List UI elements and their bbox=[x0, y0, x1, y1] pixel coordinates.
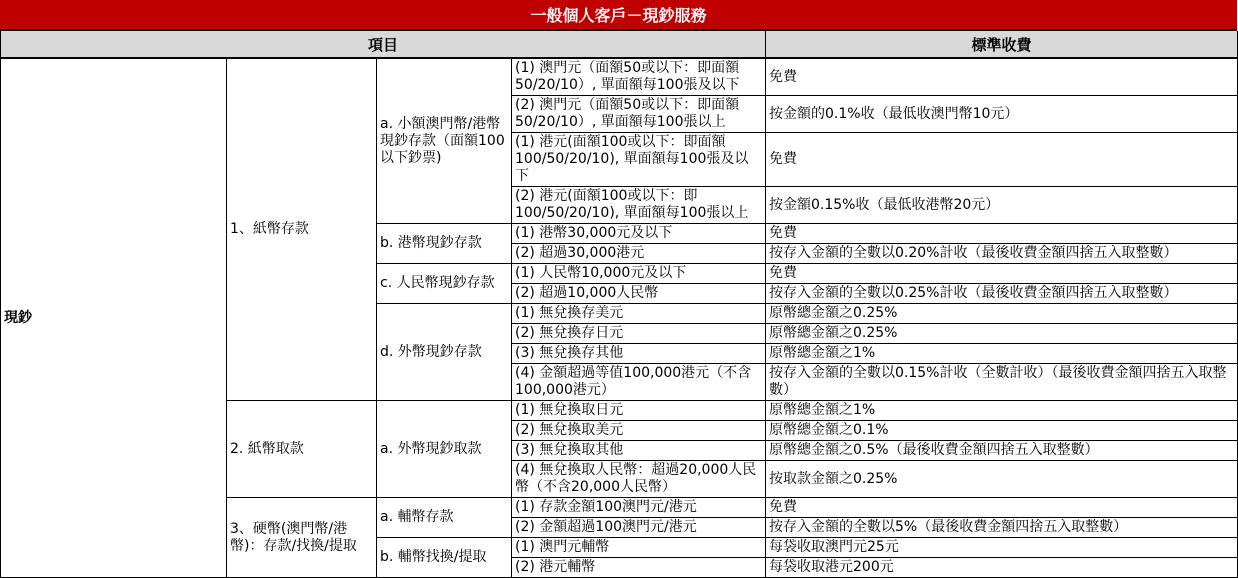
page-title: 一般個人客戶－現鈔服務 bbox=[0, 0, 1237, 31]
fee-table bbox=[0, 31, 1238, 578]
fee-value: 原幣總金額之0.25% bbox=[766, 304, 1238, 324]
subsection-label: c. 人民幣現鈔存款 bbox=[377, 264, 512, 304]
fee-column-header: 標準收費 bbox=[766, 31, 1238, 58]
item-description: (1) 港元(面額100或以下：即面額100/50/20/10), 單面額每100張及以下 bbox=[512, 133, 766, 187]
row-group-label: 現鈔 bbox=[1, 58, 227, 578]
item-description: (2) 超過30,000港元 bbox=[512, 244, 766, 264]
item-description: (2) 無兌換存日元 bbox=[512, 324, 766, 344]
subsection-label: d. 外幣現鈔存款 bbox=[377, 304, 512, 401]
item-description: (1) 人民幣10,000元及以下 bbox=[512, 264, 766, 284]
fee-value: 每袋收取澳門元25元 bbox=[766, 538, 1238, 558]
subsection-label: a. 小額澳門幣/港幣現鈔存款（面額100以下鈔票) bbox=[377, 58, 512, 224]
fee-value: 按存入金額的全數以0.25%計收（最後收費金額四捨五入取整數） bbox=[766, 284, 1238, 304]
item-description: (1) 澳門元輔幣 bbox=[512, 538, 766, 558]
section-label: 3、硬幣(澳門幣/港幣)：存款/找換/提取 bbox=[227, 498, 377, 578]
subsection-label: b. 輔幣找換/提取 bbox=[377, 538, 512, 578]
item-description: (1) 澳門元（面額50或以下：即面額50/20/10）, 單面額每100張及以下 bbox=[512, 58, 766, 96]
header-row bbox=[1, 31, 1238, 58]
fee-value: 按取款金額之0.25% bbox=[766, 461, 1238, 498]
fee-value: 免費 bbox=[766, 264, 1238, 284]
item-description: (2) 澳門元（面額50或以下：即面額50/20/10）, 單面額每100張以上 bbox=[512, 96, 766, 133]
fee-value: 免費 bbox=[766, 224, 1238, 244]
subsection-label: a. 輔幣存款 bbox=[377, 498, 512, 538]
fee-value: 原幣總金額之1% bbox=[766, 401, 1238, 421]
fee-value: 原幣總金額之1% bbox=[766, 344, 1238, 364]
item-description: (1) 無兌換取日元 bbox=[512, 401, 766, 421]
item-description: (1) 存款金額100澳門元/港元 bbox=[512, 498, 766, 518]
fee-value: 按存入金額的全數以0.20%計收（最後收費金額四捨五入取整數） bbox=[766, 244, 1238, 264]
item-description: (2) 無兌換取美元 bbox=[512, 421, 766, 441]
fee-value: 按存入金額的全數以5%（最後收費金額四捨五入取整數） bbox=[766, 518, 1238, 538]
fee-value: 每袋收取港元200元 bbox=[766, 558, 1238, 578]
item-description: (1) 港幣30,000元及以下 bbox=[512, 224, 766, 244]
item-description: (2) 超過10,000人民幣 bbox=[512, 284, 766, 304]
item-description: (2) 金額超過100澳門元/港元 bbox=[512, 518, 766, 538]
item-description: (3) 無兌換取其他 bbox=[512, 441, 766, 461]
fee-value: 原幣總金額之0.25% bbox=[766, 324, 1238, 344]
fee-value: 免費 bbox=[766, 498, 1238, 518]
fee-table-row bbox=[1, 58, 1238, 96]
fee-value: 按存入金額的全數以0.15%計收（全數計收）（最後收費金額四捨五入取整數） bbox=[766, 364, 1238, 401]
fee-value: 免費 bbox=[766, 58, 1238, 96]
section-label: 2. 紙幣取款 bbox=[227, 401, 377, 498]
item-description: (2) 港元輔幣 bbox=[512, 558, 766, 578]
item-description: (4) 無兌換取人民幣：超過20,000人民幣（不含20,000人民幣） bbox=[512, 461, 766, 498]
items-column-header: 項目 bbox=[1, 31, 766, 58]
subsection-label: a. 外幣現鈔取款 bbox=[377, 401, 512, 498]
fee-value: 原幣總金額之0.5%（最後收費金額四捨五入取整數） bbox=[766, 441, 1238, 461]
item-description: (1) 無兌換存美元 bbox=[512, 304, 766, 324]
fee-value: 原幣總金額之0.1% bbox=[766, 421, 1238, 441]
item-description: (3) 無兌換存其他 bbox=[512, 344, 766, 364]
section-label: 1、紙幣存款 bbox=[227, 58, 377, 401]
item-description: (2) 港元(面額100或以下：即100/50/20/10), 單面額每100張以上 bbox=[512, 187, 766, 224]
subsection-label: b. 港幣現鈔存款 bbox=[377, 224, 512, 264]
fee-value: 免費 bbox=[766, 133, 1238, 187]
fee-value: 按金額的0.1%收（最低收澳門幣10元） bbox=[766, 96, 1238, 133]
fee-value: 按金額0.15%收（最低收港幣20元） bbox=[766, 187, 1238, 224]
item-description: (4) 金額超過等值100,000港元（不含100,000港元） bbox=[512, 364, 766, 401]
